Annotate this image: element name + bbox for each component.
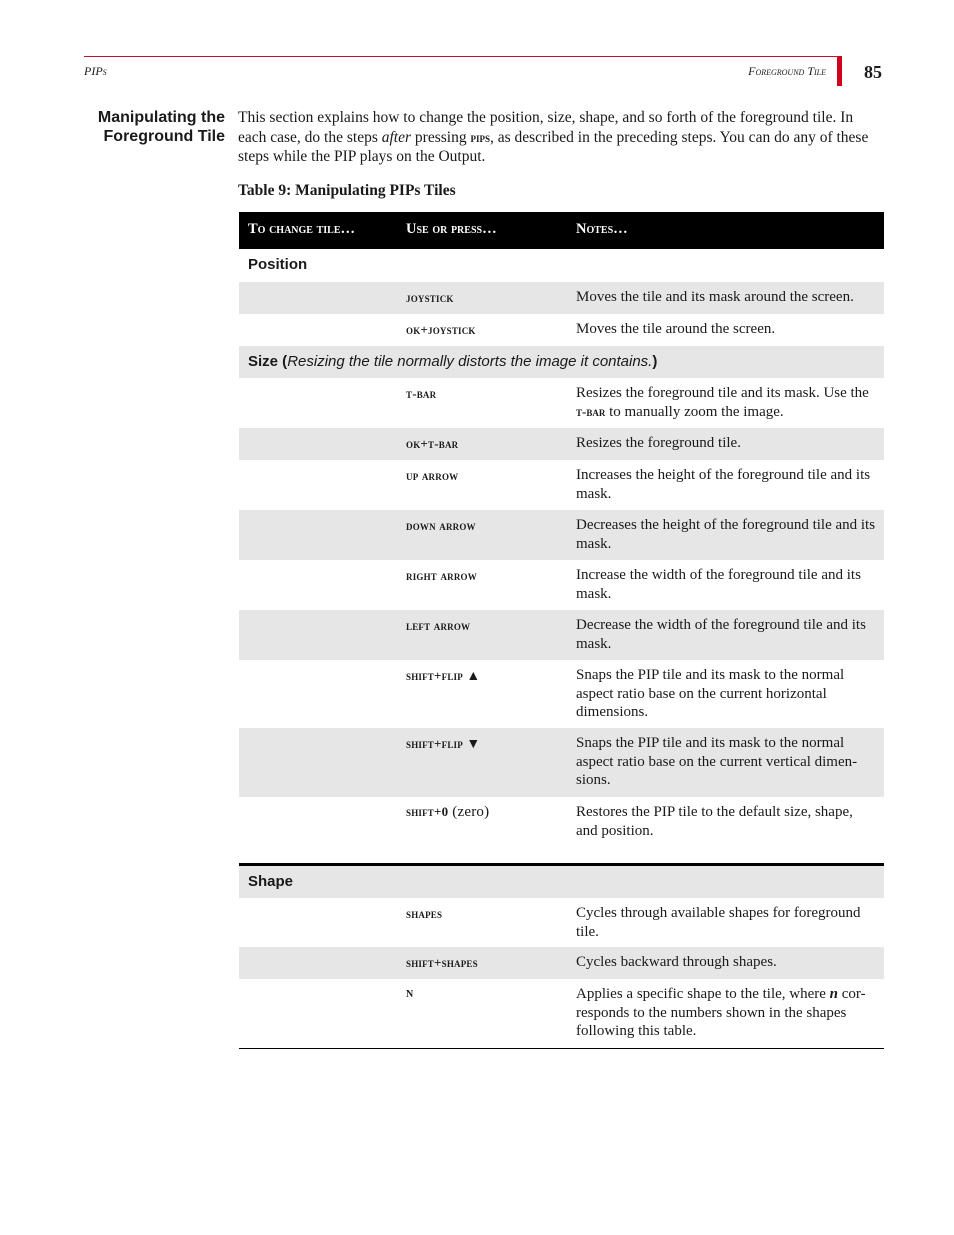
table-bottom-rule [239, 1048, 884, 1049]
intro-pips-key: pips [470, 129, 490, 145]
group-label-note: Resizing the tile normally distorts the image it contains. [287, 353, 653, 370]
key-cell [406, 736, 480, 753]
key-cell [406, 804, 489, 821]
table-row [239, 428, 884, 460]
key-cell: down arrow [406, 518, 476, 533]
table-row [239, 282, 884, 314]
key-cell: t-bar [406, 386, 437, 401]
note-text-a: Resizes the foreground tile and its mask. Use the [576, 385, 869, 401]
group-label: Position [248, 256, 308, 273]
header-rule [84, 56, 838, 57]
key-cell: ok+joystick [406, 322, 476, 337]
triangle-down-icon: ▼ [466, 737, 481, 752]
note-cell: Resizes the foreground tile. [576, 435, 741, 451]
group-label-end: ) [652, 353, 658, 370]
group-label-text: Size ( [248, 353, 288, 370]
group-position [239, 249, 884, 282]
intro-text-c: , as described in the preceding steps. You can do any of these steps while the PIP plays on the Output. [238, 128, 869, 165]
table-row [239, 460, 884, 510]
table-row [239, 660, 884, 728]
note-cell: Decrease the width of the foreground tile and its mask. [576, 617, 866, 652]
note-cell: Increases the height of the foreground tile and its mask. [576, 467, 871, 502]
key-text: shift+flip [406, 668, 463, 683]
note-key: t-bar [576, 403, 606, 419]
pip-tiles-table [239, 212, 884, 1049]
intro-text-b: pressing [411, 128, 471, 146]
note-text-b: cor-responds to the numbers shown in the shapes following this table. [576, 986, 866, 1039]
note-cell: Decreases the height of the foreground tile and its mask. [576, 517, 876, 552]
group-label [248, 353, 657, 370]
intro-text-a: This section explains how to change the position, size, shape, and so forth of the foreground tile. In each case, do the steps [238, 109, 854, 146]
key-cell: ok+t-bar [406, 436, 459, 451]
header-accent-bar [837, 56, 842, 86]
table-row [239, 947, 884, 979]
table-row [239, 898, 884, 947]
table-row [239, 610, 884, 660]
key-cell: shapes [406, 906, 443, 921]
note-cell [576, 384, 876, 421]
key-cell: left arrow [406, 618, 471, 633]
group-size [239, 346, 884, 378]
intro-paragraph [238, 108, 884, 167]
table-row [239, 378, 884, 428]
note-cell: Snaps the PIP tile and its mask to the normal aspect ratio base on the current vertical dimen-sions. [576, 735, 858, 788]
group-label: Shape [248, 873, 294, 890]
key-suffix: (zero) [448, 804, 490, 820]
page-number: 85 [864, 62, 882, 82]
key-text: shift+0 [406, 804, 449, 819]
note-cell: Cycles backward through shapes. [576, 954, 777, 970]
key-cell: shift+shapes [406, 955, 478, 970]
key-cell [406, 668, 480, 685]
header-col-notes: Notes… [576, 221, 628, 237]
group-shape [239, 866, 884, 898]
table-row [239, 314, 884, 346]
section-heading-line1: Manipulating the [97, 109, 225, 126]
note-cell: Moves the tile around the screen. [576, 321, 776, 337]
note-cell: Cycles through available shapes for foreground tile. [576, 905, 861, 940]
note-cell: Increase the width of the foreground tile and its mask. [576, 567, 861, 602]
triangle-up-icon: ▲ [466, 669, 481, 684]
running-head-section: Foreground Tile [748, 64, 826, 78]
running-head-chapter: PIPs [84, 64, 107, 78]
table-row [239, 797, 884, 863]
table-row [239, 510, 884, 560]
section-heading-line2: Foreground Tile [103, 128, 225, 145]
table-header-row [239, 212, 884, 249]
note-cell: Restores the PIP tile to the default size, shape, and position. [576, 804, 853, 839]
header-col-use: Use or press… [406, 221, 497, 237]
table-row [239, 560, 884, 610]
table-row [239, 728, 884, 797]
section-heading [80, 108, 225, 146]
header-col-change: To change tile… [248, 221, 355, 237]
key-cell: up arrow [406, 468, 459, 483]
note-cell [576, 985, 876, 1041]
key-text: shift+flip [406, 736, 463, 751]
note-text-b: to manually zoom the image. [605, 403, 784, 420]
note-text-a: Applies a specific shape to the tile, where [576, 986, 830, 1002]
table-row [239, 979, 884, 1048]
note-cell: Snaps the PIP tile and its mask to the normal aspect ratio base on the current horizontal dimensions. [576, 667, 845, 720]
note-cell: Moves the tile and its mask around the screen. [576, 289, 854, 305]
intro-emphasis: after [381, 128, 412, 146]
key-cell: right arrow [406, 568, 477, 583]
key-cell: joystick [406, 290, 454, 305]
table-caption: Table 9: Manipulating PIPs Tiles [238, 182, 456, 199]
note-variable: n [829, 986, 839, 1002]
key-cell: n [406, 986, 414, 1001]
